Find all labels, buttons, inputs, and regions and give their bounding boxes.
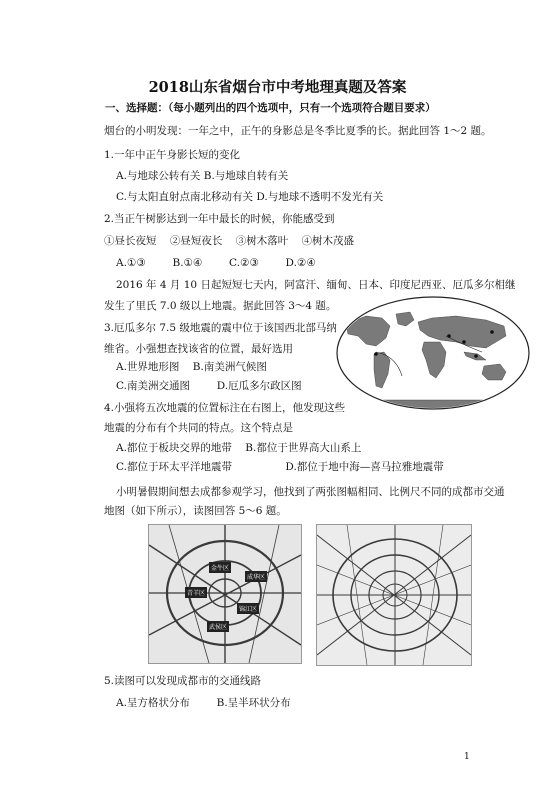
chengdu-map-2-roads [317,525,471,665]
earthquake-marker-indonesia [474,354,478,358]
q3-stem-line-2: 维省。小强想查找该省的位置，最好选用 [104,343,293,355]
intro-2-line-2: 发生了里氏 7.0 级以上地震。据此回答 3～4 题。 [104,300,337,312]
q1-options-ab: A.与地球公转有关 B.与地球自转有关 [116,170,289,182]
district-label-qingyang: 青羊区 [185,587,207,598]
district-label-wuhou: 武侯区 [207,621,229,632]
q5-options-ab: A.呈方格状分布 B.呈半环状分布 [116,697,291,709]
section-heading: 一、选择题：（每小题列出的四个选项中，只有一个选项符合题目要求） [105,102,436,114]
q2-items: ①昼长夜短 ②昼短夜长 ③树木落叶 ④树木茂盛 [104,235,355,247]
q3-stem-line-1: 3.厄瓜多尔 7.5 级地震的震中位于该国西北部马纳 [104,322,337,334]
q3-options-ab: A.世界地形图 B.南美洲气候图 [116,361,267,373]
intro-1: 烟台的小明发现：一年之中，正午的身影总是冬季比夏季的长。据此回答 1～2 题。 [104,125,492,137]
q1-stem: 1.一年中正午身影长短的变化 [104,149,241,161]
earthquake-marker-afghanistan [447,334,451,338]
intro-2-line-1: 2016 年 4 月 10 日起短短七天内，阿富汗、缅甸、日本、印度尼西亚、厄瓜多尔相继 [116,279,516,291]
district-label-chenghua: 成华区 [245,571,267,582]
page-number: 1 [464,752,470,762]
chengdu-map-small-scale [316,524,472,666]
q2-stem: 2.当正午树影达到一年中最长的时候，你能感受到 [104,213,335,225]
district-label-jinjiang: 锦江区 [237,603,259,614]
chengdu-map-1-roads [149,525,301,663]
q4-stem-line-1: 4.小强将五次地震的位置标注在右图上，他发现这些 [104,402,346,414]
q2-options: A.①③ B.①④ C.②③ D.②④ [116,257,316,269]
world-earthquake-map [336,296,530,410]
district-label-jinniu: 金牛区 [209,562,231,573]
road-line [249,525,279,663]
chengdu-map-large-scale [148,524,302,664]
q4-stem-line-2: 地震的分布有个共同的特点。这个特点是 [104,422,293,434]
q3-options-cd: C.南美洲交通图 D.厄瓜多尔政区图 [116,380,302,392]
intro-3-line-2: 地图（如下所示），读图回答 5～6 题。 [104,505,287,517]
intro-3-line-1: 小明暑假期间想去成都参观学习，他找到了两张图幅相同、比例尺不同的成都市交通 [116,486,505,498]
earthquake-marker-ecuador [374,352,378,356]
earthquake-marker-japan [490,330,494,334]
page-title: 2018山东省烟台市中考地理真题及答案 [148,79,407,96]
q4-options-ab: A.都位于板块交界的地带 B.都位于世界高大山系上 [116,442,362,454]
q5-stem: 5.读图可以发现成都市的交通线路 [104,675,262,687]
q4-options-cd: C.都位于环太平洋地震带 D.都位于地中海—喜马拉雅地震带 [116,461,444,473]
earthquake-marker-myanmar [462,340,466,344]
q1-options-cd: C.与太阳直射点南北移动有关 D.与地球不透明不发光有关 [116,191,384,203]
